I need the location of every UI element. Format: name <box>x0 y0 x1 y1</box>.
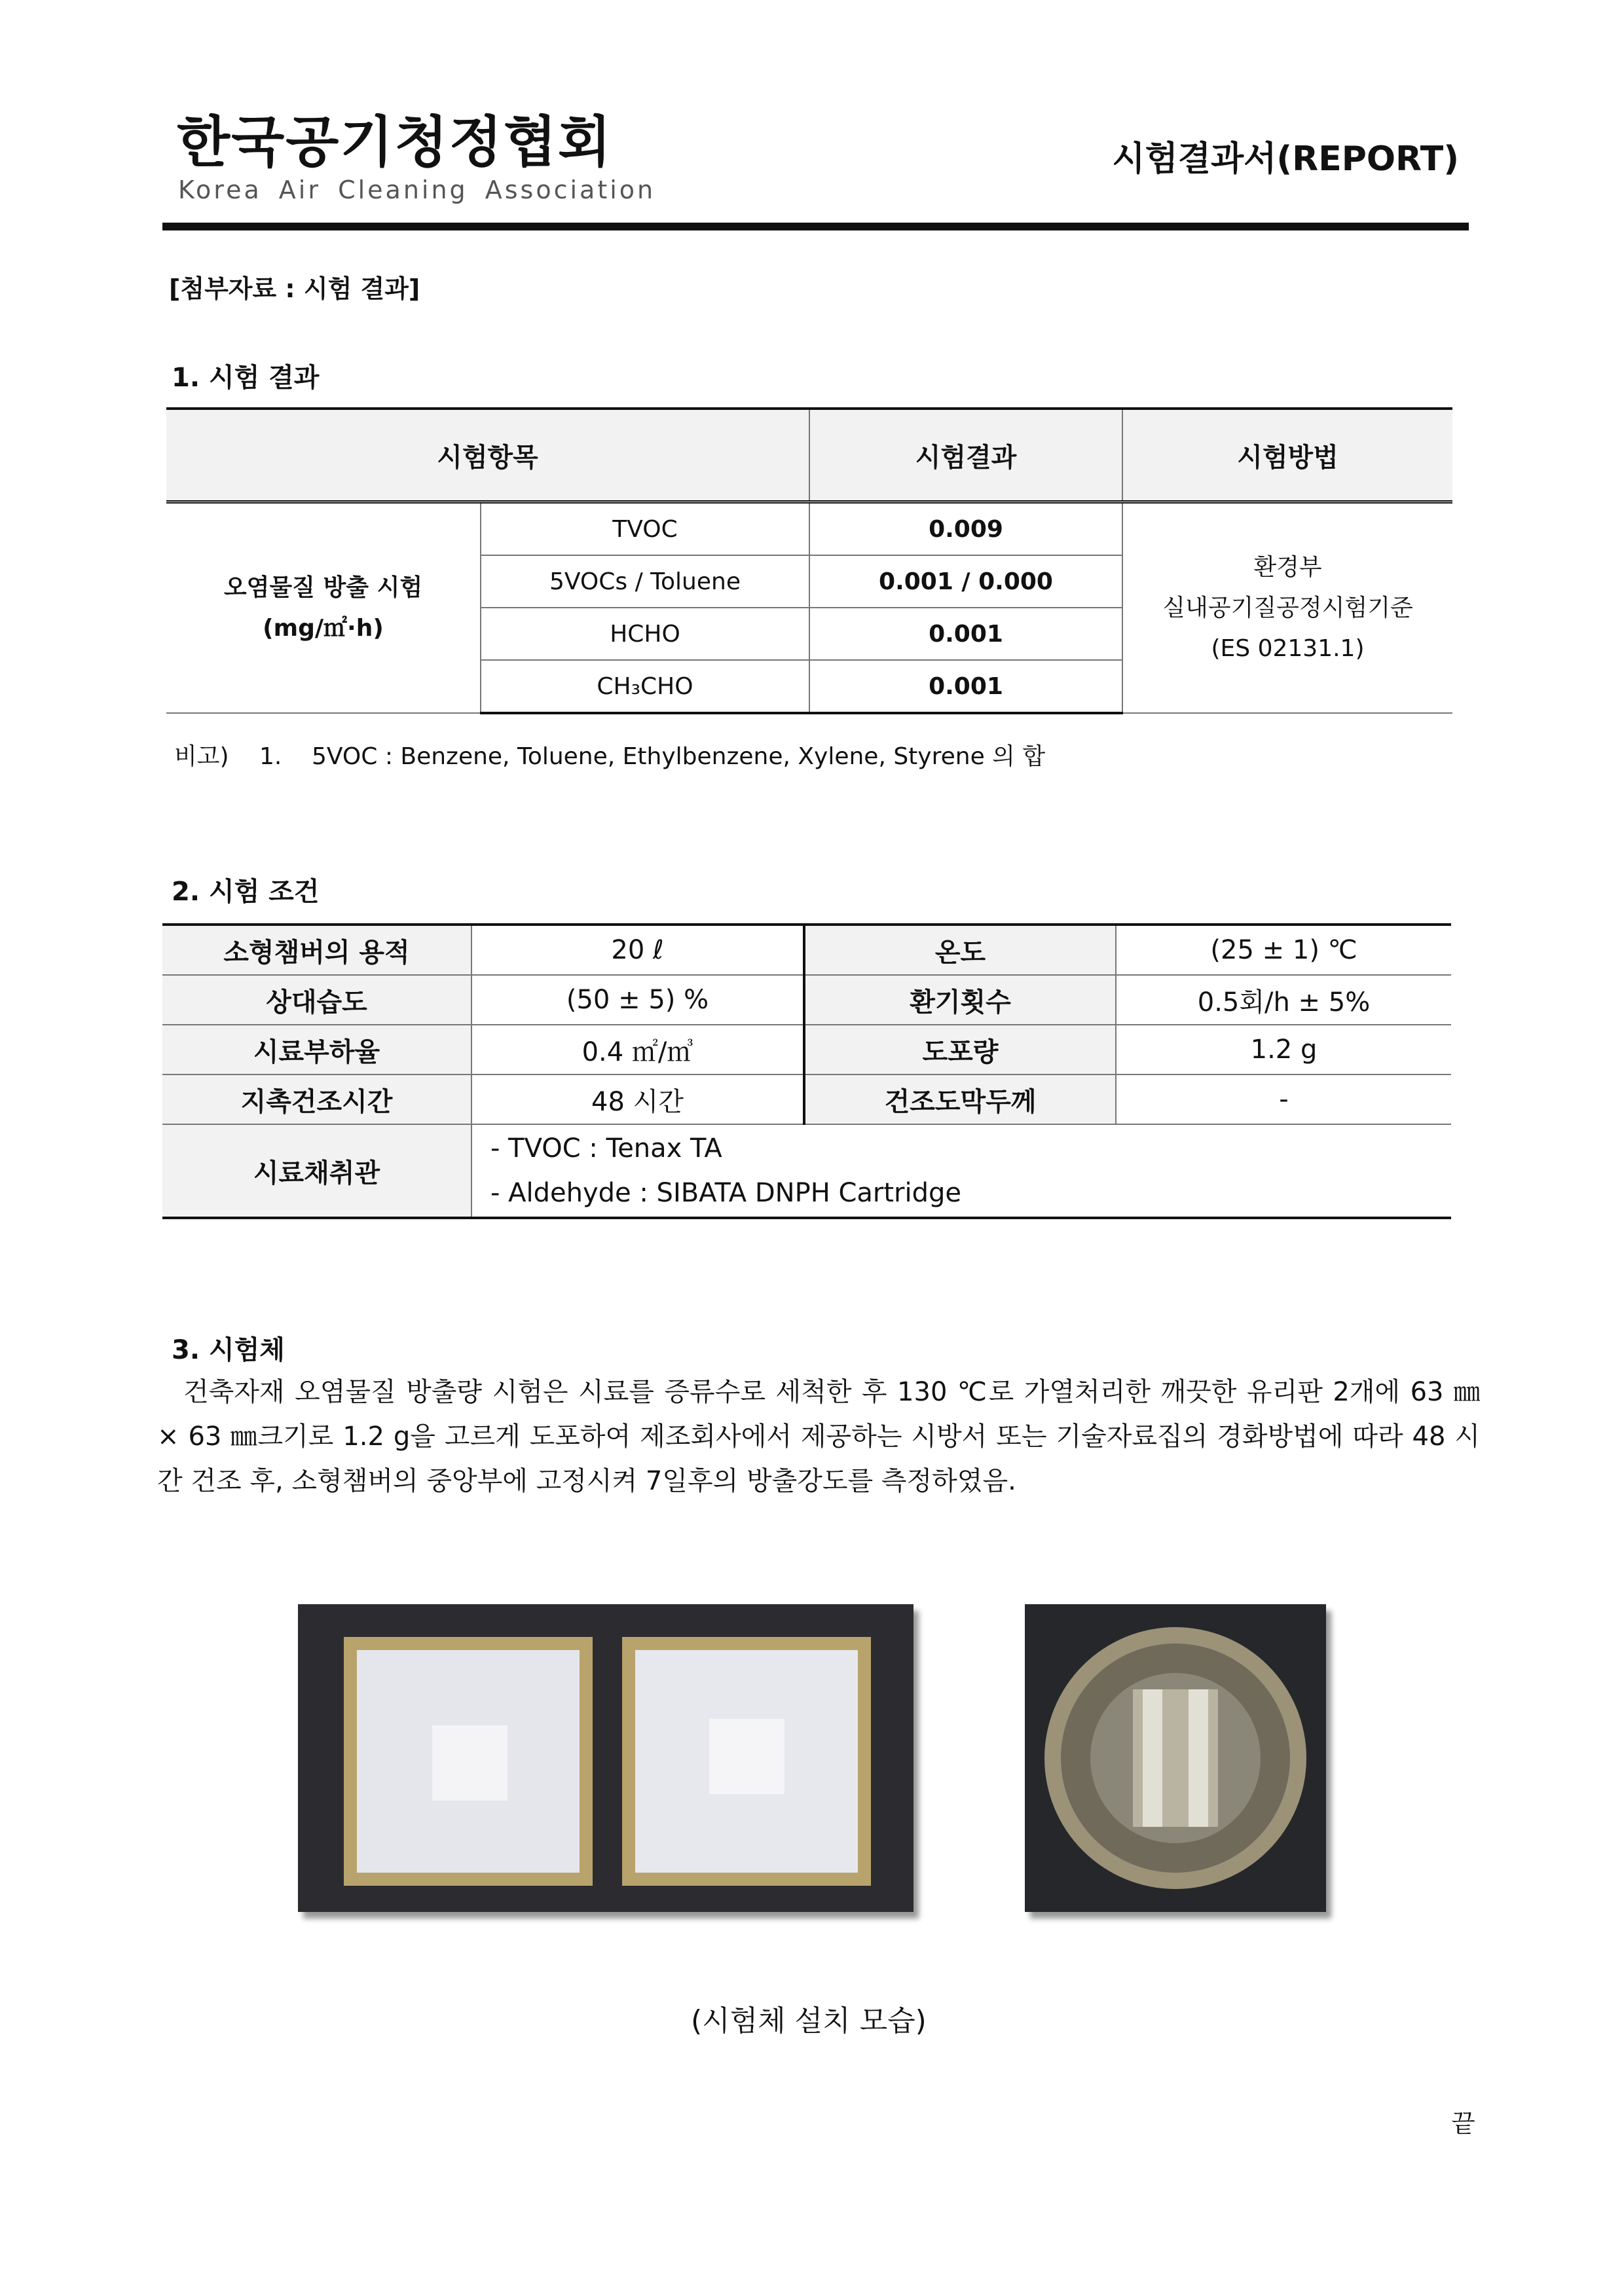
test-method <box>1122 502 1452 714</box>
photo-caption: (시험체 설치 모습) <box>691 2004 927 2038</box>
result-tvoc: 0.009 <box>809 502 1122 556</box>
item-5vocs: 5VOCs / Toluene <box>481 555 809 608</box>
header-divider <box>162 223 1469 230</box>
header-test-method: 시험방법 <box>1122 409 1452 502</box>
result-5vocs: 0.001 / 0.000 <box>809 555 1122 608</box>
note-text: 5VOC : Benzene, Toluene, Ethylbenzene, Xylene, Styrene 의 합 <box>312 743 1046 770</box>
condition-value: 48 시간 <box>471 1074 804 1124</box>
section2-title: 2. 시험 조건 <box>172 877 320 907</box>
result-ch3cho: 0.001 <box>809 660 1122 713</box>
header-test-result: 시험결과 <box>809 409 1122 502</box>
specimen-description <box>157 1370 1480 1503</box>
result-hcho: 0.001 <box>809 608 1122 660</box>
note-number: 1. <box>259 743 282 770</box>
condition-label: 환기횟수 <box>804 975 1116 1025</box>
section1-title: 1. 시험 결과 <box>172 363 320 393</box>
condition-label: 지촉건조시간 <box>162 1074 471 1124</box>
org-name-en: Korea Air Cleaning Association <box>178 175 656 204</box>
test-category <box>166 502 481 714</box>
item-hcho: HCHO <box>481 608 809 660</box>
sampler-label: 시료채취관 <box>162 1124 471 1218</box>
report-title: 시험결과서(REPORT) <box>1112 139 1459 179</box>
condition-value: 1.2 g <box>1116 1025 1451 1074</box>
condition-label: 시료부하율 <box>162 1025 471 1074</box>
sampler-line1: - TVOC : Tenax TA <box>490 1133 722 1164</box>
condition-value: - <box>1116 1074 1451 1124</box>
chamber-image <box>1025 1604 1326 1912</box>
test-condition-table <box>162 923 1451 1219</box>
method-line1: 환경부 <box>1253 553 1322 581</box>
test-result-table <box>166 407 1452 714</box>
condition-label: 도포량 <box>804 1025 1116 1074</box>
condition-label: 소형챔버의 용적 <box>162 925 471 975</box>
category-unit: (mg/㎡·h) <box>263 614 384 642</box>
glass-plates-image <box>298 1604 913 1912</box>
condition-value: (25 ± 1) ℃ <box>1116 925 1451 975</box>
header-test-item: 시험항목 <box>166 409 809 502</box>
specimen-paragraph: 건축자재 오염물질 방출량 시험은 시료를 증류수로 세척한 후 130 ℃로 가열처리한 깨끗한 유리판 2개에 63 ㎜ × 63 ㎜크기로 1.2 g을 고르게 도포하여 제조회사에서 제공하는 시방서 또는 기술자료집의 경화방법에 따라 48 시간 건조 후, 소형챔버의 중앙부에 고정시켜 7일후의 방출강도를 측정하였음. <box>157 1377 1480 1496</box>
condition-value: 0.5회/h ± 5% <box>1116 975 1451 1025</box>
sampler-line2: - Aldehyde : SIBATA DNPH Cartridge <box>490 1178 962 1208</box>
condition-value: 20 ℓ <box>471 925 804 975</box>
condition-label: 상대습도 <box>162 975 471 1025</box>
method-line3: (ES 02131.1) <box>1211 634 1365 662</box>
condition-label: 온도 <box>804 925 1116 975</box>
remark-note <box>174 738 1045 771</box>
condition-value: (50 ± 5) % <box>471 975 804 1025</box>
org-name: 한국공기청정협회 <box>177 110 613 174</box>
attachment-title: [첨부자료 : 시험 결과] <box>169 274 420 303</box>
condition-label: 건조도막두께 <box>804 1074 1116 1124</box>
section3-title: 3. 시험체 <box>172 1335 285 1365</box>
chamber-installation-photo <box>1025 1604 1326 1912</box>
note-label: 비고) <box>174 743 229 770</box>
item-ch3cho: CH₃CHO <box>481 660 809 713</box>
specimen-plates-photo <box>298 1604 913 1912</box>
category-name: 오염물질 방출 시험 <box>223 574 423 601</box>
sampler-value <box>471 1124 1451 1218</box>
condition-value: 0.4 ㎡/㎥ <box>471 1025 804 1074</box>
end-mark: 끝 <box>1451 2109 1475 2138</box>
item-tvoc: TVOC <box>481 502 809 556</box>
method-line2: 실내공기질공정시험기준 <box>1162 594 1413 621</box>
